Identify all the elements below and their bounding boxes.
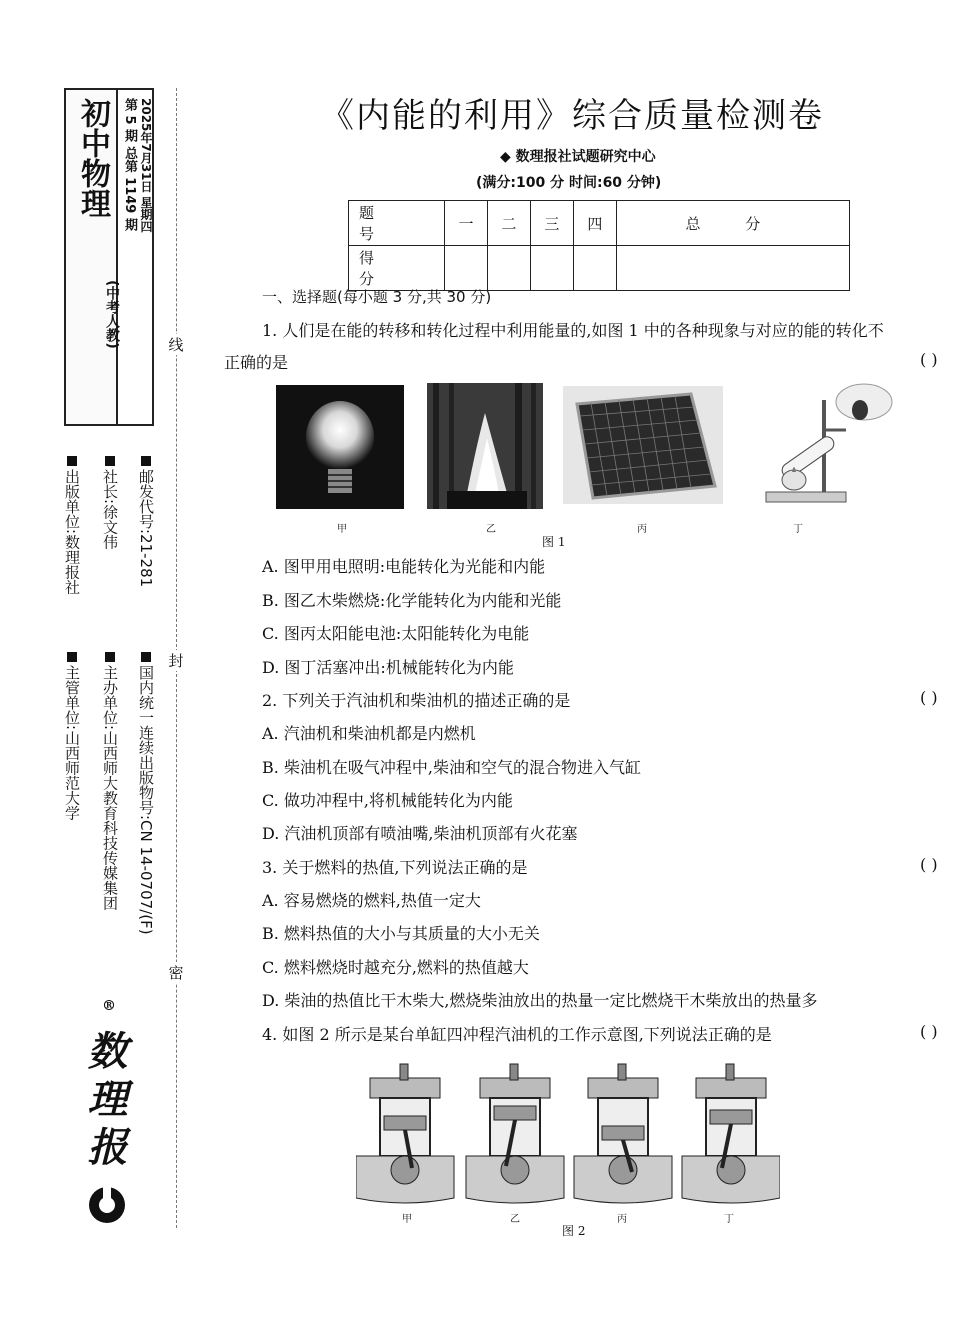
score-header-cell: 题 号 [349, 201, 445, 246]
score-header-cell: 二 [487, 201, 530, 246]
cut-label-line: 线 [166, 334, 186, 355]
q1-text-line-2: 正确的是 [224, 353, 289, 372]
q3-text: 3. 关于燃料的热值,下列说法正确的是 [262, 858, 528, 877]
section-note: (每小题 3 分,共 30 分) [337, 288, 492, 306]
publisher-text: 出版单位:数理报社 [63, 469, 81, 595]
cn-number-text: 国内统一连续出版物号:CN 14-0707/(F) [137, 665, 155, 935]
fig2-caption-a: 甲 [402, 1214, 412, 1225]
engine-diagram-a [356, 1064, 454, 1203]
sponsor-col [100, 652, 121, 910]
score-header-cell: 一 [445, 201, 488, 246]
cut-label-dense: 密 [166, 962, 186, 983]
publisher-col-1 [62, 456, 83, 594]
q2-option-d[interactable]: D. 汽油机顶部有喷油嘴,柴油机顶部有火花塞 [262, 824, 578, 843]
lightbulb-image [276, 385, 404, 509]
bullet-square [105, 456, 115, 466]
logo-wordmark: 数理报 [81, 1030, 128, 1174]
engine-diagram-d [682, 1064, 780, 1203]
fig1-caption-b: 乙 [486, 524, 496, 535]
q1-answer-blank[interactable]: ( ) [920, 350, 938, 369]
publisher-col-2 [100, 456, 121, 549]
score-input-cell[interactable] [487, 246, 530, 291]
fig1-caption-d: 丁 [793, 524, 803, 535]
supervisor-text: 主管单位:山西师范大学 [63, 665, 81, 821]
masthead-title-block [66, 90, 118, 424]
score-header-cell: 三 [530, 201, 573, 246]
page-title: 《内能的利用》综合质量检测卷 [320, 96, 824, 136]
q3-option-b[interactable]: B. 燃料热值的大小与其质量的大小无关 [262, 924, 540, 943]
supervisor-col [62, 652, 83, 820]
score-header-cell: 四 [573, 201, 616, 246]
bullet-square [105, 652, 115, 662]
score-input-cell[interactable] [616, 246, 849, 291]
cut-label-seal: 封 [166, 650, 186, 671]
fig2-label: 图 2 [562, 1224, 586, 1238]
director-text: 社长:徐文伟 [101, 469, 119, 550]
bullet-square [67, 652, 77, 662]
masthead [64, 88, 154, 426]
q3-option-d[interactable]: D. 柴油的热值比干木柴大,燃烧柴油放出的热量一定比燃烧干木柴放出的热量多 [262, 991, 818, 1010]
issue-number: 第 5 期 总第 1149 期 [122, 98, 137, 231]
issue-date: 2025年7月31日 星期四 [139, 98, 153, 233]
q4-answer-blank[interactable]: ( ) [920, 1022, 938, 1041]
fig1-label: 图 1 [542, 535, 566, 549]
score-table-score-row [349, 246, 850, 291]
engine-strokes-diagram [356, 1058, 780, 1208]
sponsor-text: 主办单位:山西师大教育科技传媒集团 [101, 665, 119, 911]
score-row-label: 得 分 [349, 246, 445, 291]
fig2-caption-c: 丙 [617, 1214, 627, 1225]
postal-code-text: 邮发代号:21-281 [137, 469, 155, 588]
score-input-cell[interactable] [573, 246, 616, 291]
score-header-cell: 总 分 [616, 201, 849, 246]
bullet-square [141, 456, 151, 466]
test-tube-apparatus-image [752, 380, 902, 508]
q1-text-line-1: 1. 人们是在能的转移和转化过程中利用能量的,如图 1 中的各种现象与对应的能的转化不 [262, 321, 884, 340]
q2-text: 2. 下列关于汽油机和柴油机的描述正确的是 [262, 691, 571, 710]
q1-option-c[interactable]: C. 图丙太阳能电池:太阳能转化为电能 [262, 624, 530, 643]
engine-diagram-b [466, 1064, 564, 1203]
q3-option-a[interactable]: A. 容易燃烧的燃料,热值一定大 [262, 891, 481, 910]
score-input-cell[interactable] [445, 246, 488, 291]
q2-option-b[interactable]: B. 柴油机在吸气冲程中,柴油和空气的混合物进入气缸 [262, 758, 642, 777]
q1-option-b[interactable]: B. 图乙木柴燃烧:化学能转化为内能和光能 [262, 591, 562, 610]
publisher-col-3 [136, 456, 157, 587]
bullet-square [141, 652, 151, 662]
score-table [348, 200, 850, 291]
score-table-header-row [349, 201, 850, 246]
exam-meta: (满分:100 分 时间:60 分钟) [476, 175, 662, 191]
section-heading [262, 286, 491, 307]
solar-panel-image [563, 386, 723, 504]
section-title: 一、选择题 [262, 288, 338, 306]
bullet-square [67, 456, 77, 466]
engine-diagram-c [574, 1064, 672, 1203]
q4-text: 4. 如图 2 所示是某台单缸四冲程汽油机的工作示意图,下列说法正确的是 [262, 1025, 772, 1044]
fig2-caption-b: 乙 [510, 1214, 520, 1225]
score-input-cell[interactable] [530, 246, 573, 291]
fig2-caption-d: 丁 [724, 1214, 734, 1225]
fig1-caption-c: 丙 [637, 524, 647, 535]
fig1-caption-a: 甲 [337, 524, 347, 535]
q1-option-d[interactable]: D. 图丁活塞冲出:机械能转化为内能 [262, 658, 514, 677]
cn-col [136, 652, 157, 935]
q2-answer-blank[interactable]: ( ) [920, 688, 938, 707]
q3-option-c[interactable]: C. 燃料燃烧时越充分,燃料的热值越大 [262, 958, 529, 977]
q1-option-a[interactable]: A. 图甲用电照明:电能转化为光能和内能 [262, 557, 546, 576]
registered-mark: ® [102, 998, 116, 1014]
edition-label: (中考人教) [104, 280, 120, 349]
q2-option-c[interactable]: C. 做功冲程中,将机械能转化为内能 [262, 791, 513, 810]
q2-option-a[interactable]: A. 汽油机和柴油机都是内燃机 [262, 724, 476, 743]
newspaper-title: 初中物理 [75, 98, 110, 218]
source-line: ◆ 数理报社试题研究中心 [500, 149, 656, 165]
q3-answer-blank[interactable]: ( ) [920, 855, 938, 874]
campfire-image [427, 383, 543, 509]
